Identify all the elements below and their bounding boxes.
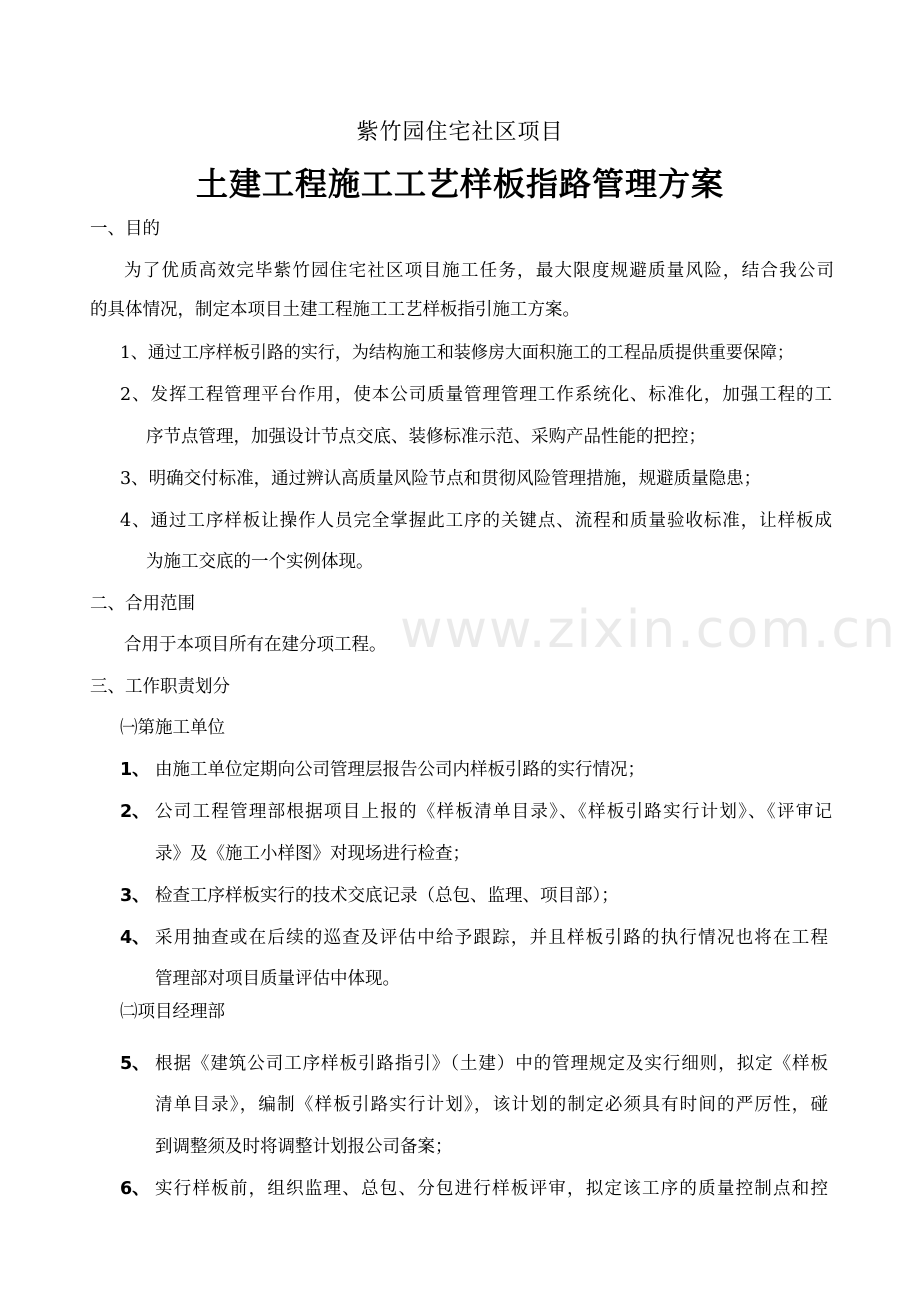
paragraph-line: 合用于本项目所有在建分项工程。 [124,635,387,655]
subsection-heading: ㈡项目经理部 [120,1002,225,1022]
subsection-heading: ㈠第施工单位 [120,718,225,738]
watermark: www.zixin.com.cn [400,600,897,660]
list-item: 3、明确交付标准，通过辨认高质量风险节点和贯彻风险管理措施，规避质量隐患； [120,469,762,489]
document-title: 土建工程施工工艺样板指路管理方案 [195,165,724,203]
list-item: 由施工单位定期向公司管理层报告公司内样板引路的实行情况； [155,760,645,780]
paragraph-line: 的具体情况，制定本项目土建工程施工工艺样板指引施工方案。 [90,300,580,320]
item-number: 6、 [120,1179,150,1199]
list-item-continuation: 到调整须及时将调整计划报公司备案； [155,1137,453,1157]
list-item-continuation: 为施工交底的一个实例体现。 [146,552,374,572]
item-number: 4、 [120,928,150,948]
document-subtitle: 紫竹园住宅社区项目 [356,120,564,145]
list-item-continuation: 序节点管理，加强设计节点交底、装修标准示范、采购产品性能的把控； [146,427,706,447]
item-number: 5、 [120,1054,150,1074]
item-number: 3、 [120,886,150,906]
section-heading-responsibilities: 三、工作职责划分 [90,677,230,697]
list-item: 1、通过工序样板引路的实行，为结构施工和装修房大面积施工的工程品质提供重要保障； [120,343,794,363]
section-heading-scope: 二、合用范围 [90,594,195,614]
list-item: 4、通过工序样板让操作人员完全掌握此工序的关键点、流程和质量验收标准，让样板成 [120,511,832,531]
list-item-continuation: 录》及《施工小样图》对现场进行检查； [155,844,470,864]
list-item: 检查工序样板实行的技术交底记录（总包、监理、项目部）； [155,886,619,906]
item-number: 1、 [120,760,150,780]
list-item: 公司工程管理部根据项目上报的《样板清单目录》、《样板引路实行计划》、《评审记 [155,802,832,822]
list-item: 采用抽查或在后续的巡查及评估中给予跟踪，并且样板引路的执行情况也将在工程 [155,928,828,948]
list-item: 实行样板前，组织监理、总包、分包进行样板评审，拟定该工序的质量控制点和控 [155,1179,828,1199]
section-heading-purpose: 一、目的 [90,219,160,239]
list-item: 根据《建筑公司工序样板引路指引》（土建）中的管理规定及实行细则，拟定《样板 [155,1054,828,1074]
item-number: 2、 [120,802,150,822]
list-item-continuation: 清单目录》，编制《样板引路实行计划》，该计划的制定必须具有时间的严厉性，碰 [155,1095,828,1115]
list-item-continuation: 管理部对项目质量评估中体现。 [155,969,400,989]
list-item: 2、发挥工程管理平台作用，使本公司质量管理管理工作系统化、标准化，加强工程的工 [120,385,832,405]
paragraph-line: 为了优质高效完毕紫竹园住宅社区项目施工任务，最大限度规避质量风险，结合我公司 [124,261,834,281]
